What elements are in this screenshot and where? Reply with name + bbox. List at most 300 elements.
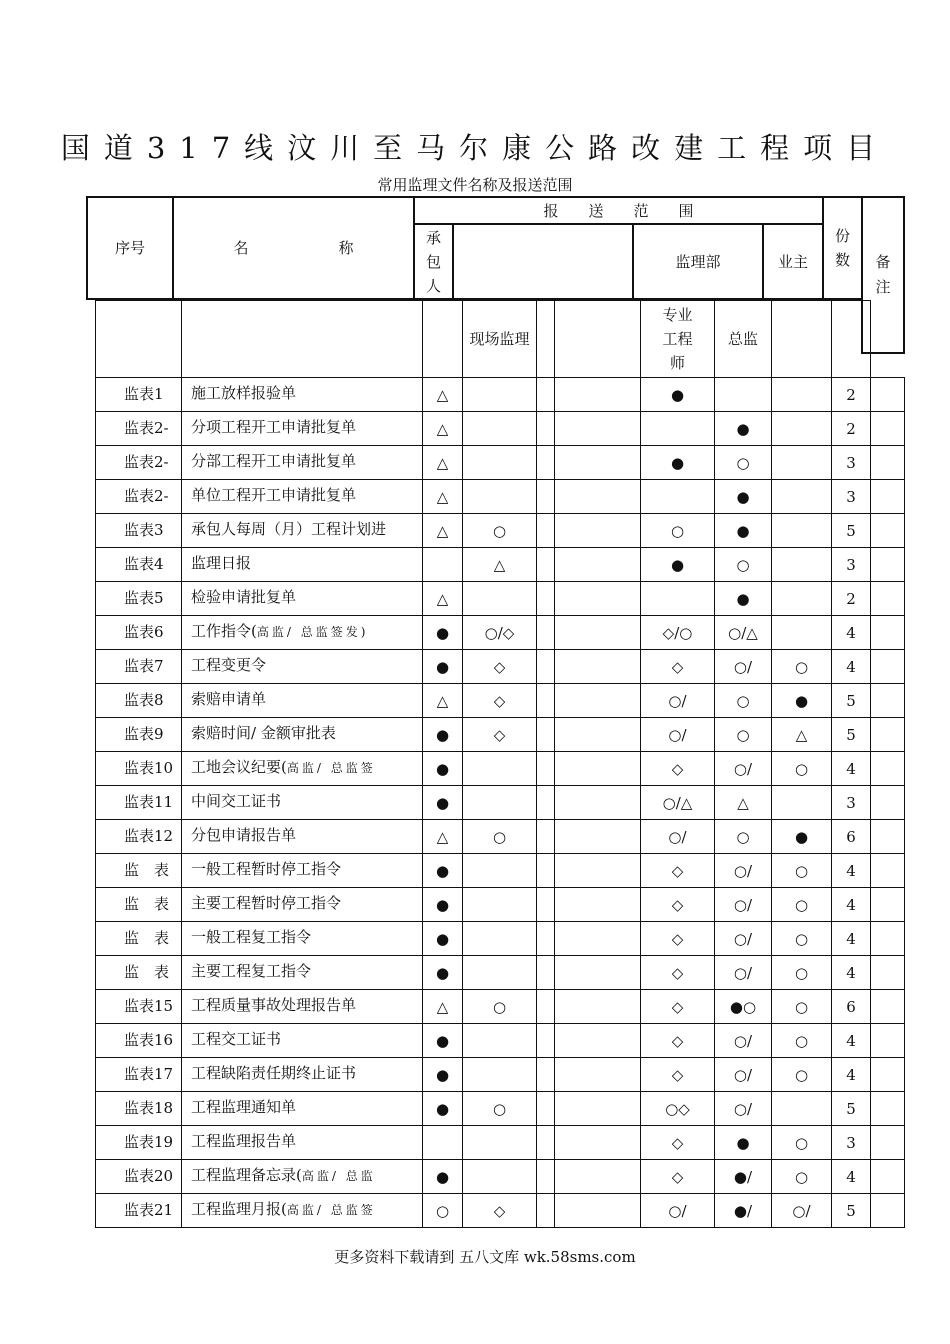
row-chief-supervisor: ○/	[714, 1023, 772, 1058]
row-site-supervisor	[462, 411, 537, 446]
row-specialist-engineer: ◇	[640, 853, 715, 888]
row-name: 分部工程开工申请批复单	[181, 445, 423, 480]
row-blank-b	[554, 445, 641, 480]
row-chief-supervisor: ○/	[714, 887, 772, 922]
row-name: 分包申请报告单	[181, 819, 423, 854]
row-chief-supervisor: ●/	[714, 1193, 772, 1228]
row-owner: ○	[771, 989, 832, 1024]
row-contractor: △	[422, 377, 463, 412]
row-blank-a	[536, 615, 555, 650]
row-copies: 4	[831, 955, 871, 990]
row-name-note: 高监/ 总监签	[286, 1203, 376, 1217]
row-blank-b	[554, 717, 641, 752]
row-specialist-engineer: ◇	[640, 649, 715, 684]
row-remarks	[870, 785, 905, 820]
row-code: 监表2-	[95, 479, 182, 514]
row-copies: 5	[831, 513, 871, 548]
row-owner: ○	[771, 853, 832, 888]
row-code: 监表16	[95, 1023, 182, 1058]
row-specialist-engineer: ◇	[640, 1057, 715, 1092]
row-remarks	[870, 819, 905, 854]
row-contractor	[422, 1125, 463, 1160]
row-blank-a	[536, 1057, 555, 1092]
row-remarks	[870, 751, 905, 786]
row-specialist-engineer: ◇	[640, 955, 715, 990]
row-specialist-engineer: ◇/○	[640, 615, 715, 650]
row-blank-b	[554, 615, 641, 650]
footer-note: 更多资料下载请到 五八文库 wk.58sms.com	[334, 1248, 636, 1266]
row-site-supervisor	[462, 1125, 537, 1160]
row-chief-supervisor: ○/	[714, 1057, 772, 1092]
row-code: 监表17	[95, 1057, 182, 1092]
row-owner	[771, 513, 832, 548]
row-name: 工程监理通知单	[181, 1091, 423, 1126]
row-code: 监表2-	[95, 411, 182, 446]
row-contractor: ●	[422, 751, 463, 786]
row-owner: ○	[771, 1159, 832, 1194]
row-chief-supervisor: ○/	[714, 751, 772, 786]
row-chief-supervisor: ○	[714, 717, 772, 752]
row-contractor: ●	[422, 1091, 463, 1126]
header-name: 名 称	[172, 196, 415, 300]
row-contractor: ●	[422, 887, 463, 922]
row-name: 单位工程开工申请批复单	[181, 479, 423, 514]
row-contractor: ●	[422, 955, 463, 990]
row-blank-a	[536, 955, 555, 990]
row-chief-supervisor: ○/	[714, 853, 772, 888]
row-owner: ○	[771, 955, 832, 990]
row-owner	[771, 581, 832, 616]
row-contractor: ●	[422, 649, 463, 684]
row-copies: 4	[831, 887, 871, 922]
row-blank-a	[536, 1159, 555, 1194]
row-chief-supervisor: ●	[714, 513, 772, 548]
row-copies: 6	[831, 989, 871, 1024]
row-name: 工作指令(高监/ 总监签发)	[181, 615, 423, 650]
row-owner: ○	[771, 887, 832, 922]
row-chief-supervisor: ○/	[714, 1091, 772, 1126]
row-owner: ○	[771, 921, 832, 956]
row-copies: 4	[831, 1023, 871, 1058]
row-contractor: ●	[422, 615, 463, 650]
row-contractor: △	[422, 445, 463, 480]
row-specialist-engineer: ◇	[640, 1159, 715, 1194]
row-chief-supervisor: ●	[714, 1125, 772, 1160]
row-site-supervisor	[462, 1159, 537, 1194]
row-name: 主要工程复工指令	[181, 955, 423, 990]
row-code: 监表4	[95, 547, 182, 582]
row-blank-b	[554, 1091, 641, 1126]
row-code: 监 表	[95, 955, 182, 990]
row-site-supervisor: ○	[462, 989, 537, 1024]
row-site-supervisor: ○	[462, 1091, 537, 1126]
row-name: 工程变更令	[181, 649, 423, 684]
row-name-note: 高监/ 总监签发)	[256, 625, 369, 639]
row-code: 监表1	[95, 377, 182, 412]
row-blank-a	[536, 479, 555, 514]
row-owner	[771, 615, 832, 650]
row-copies: 4	[831, 751, 871, 786]
row-specialist-engineer: ○/	[640, 1193, 715, 1228]
row-specialist-engineer: ○/△	[640, 785, 715, 820]
row-blank-b	[554, 751, 641, 786]
row-name: 一般工程复工指令	[181, 921, 423, 956]
row-blank-a	[536, 1125, 555, 1160]
row-blank-b	[554, 921, 641, 956]
header-report-range: 报 送 范 围	[413, 196, 824, 225]
row-specialist-engineer: ◇	[640, 989, 715, 1024]
row-code: 监表5	[95, 581, 182, 616]
row-owner: ○	[771, 1057, 832, 1092]
row-copies: 6	[831, 819, 871, 854]
row-name: 一般工程暂时停工指令	[181, 853, 423, 888]
row-chief-supervisor: ○/△	[714, 615, 772, 650]
row-blank-a	[536, 819, 555, 854]
row-blank-a	[536, 717, 555, 752]
row-remarks	[870, 1193, 905, 1228]
row-specialist-engineer: ○/	[640, 683, 715, 718]
row-name: 检验申请批复单	[181, 581, 423, 616]
row-name-note: 高监/ 总监签	[286, 761, 376, 775]
row-contractor: ○	[422, 1193, 463, 1228]
row-blank-b	[554, 479, 641, 514]
row-copies: 4	[831, 853, 871, 888]
row-owner: ○/	[771, 1193, 832, 1228]
row-specialist-engineer: ●	[640, 377, 715, 412]
row-chief-supervisor: ○/	[714, 649, 772, 684]
row-specialist-engineer: ◇	[640, 1023, 715, 1058]
row-blank-a	[536, 989, 555, 1024]
row-name: 工程交工证书	[181, 1023, 423, 1058]
row-name: 工程监理报告单	[181, 1125, 423, 1160]
row-chief-supervisor: ○	[714, 445, 772, 480]
row-name: 索赔申请单	[181, 683, 423, 718]
row-name: 分项工程开工申请批复单	[181, 411, 423, 446]
row-site-supervisor: ◇	[462, 717, 537, 752]
row-contractor: ●	[422, 1159, 463, 1194]
header-owner: 业主	[762, 223, 824, 300]
row-copies: 2	[831, 411, 871, 446]
row-code: 监表11	[95, 785, 182, 820]
row-code: 监表15	[95, 989, 182, 1024]
header-chief-supervisor: 总监	[714, 300, 772, 378]
row-contractor: △	[422, 581, 463, 616]
subheader-blank-b	[554, 300, 641, 378]
subheader-name	[181, 300, 423, 378]
row-blank-a	[536, 683, 555, 718]
row-copies: 5	[831, 683, 871, 718]
row-contractor: △	[422, 819, 463, 854]
header-blank-1	[452, 223, 634, 300]
row-owner	[771, 445, 832, 480]
row-specialist-engineer: ◇	[640, 887, 715, 922]
row-remarks	[870, 547, 905, 582]
header-specialist-engineer: 专业工程师	[640, 300, 715, 378]
row-specialist-engineer: ○/	[640, 717, 715, 752]
row-copies: 4	[831, 1057, 871, 1092]
row-site-supervisor	[462, 751, 537, 786]
row-remarks	[870, 411, 905, 446]
row-site-supervisor: ○/◇	[462, 615, 537, 650]
row-copies: 2	[831, 377, 871, 412]
row-name: 承包人每周（月）工程计划进	[181, 513, 423, 548]
row-remarks	[870, 1091, 905, 1126]
row-chief-supervisor: ●	[714, 411, 772, 446]
row-owner	[771, 785, 832, 820]
row-remarks	[870, 581, 905, 616]
row-site-supervisor: ◇	[462, 683, 537, 718]
row-code: 监表18	[95, 1091, 182, 1126]
document-title: 国道317线汶川至马尔康公路改建工程项目	[60, 131, 890, 165]
row-specialist-engineer	[640, 581, 715, 616]
row-remarks	[870, 887, 905, 922]
row-blank-b	[554, 819, 641, 854]
row-site-supervisor: ○	[462, 819, 537, 854]
row-remarks	[870, 853, 905, 888]
row-contractor	[422, 547, 463, 582]
row-copies: 4	[831, 649, 871, 684]
row-remarks	[870, 989, 905, 1024]
row-blank-b	[554, 989, 641, 1024]
row-specialist-engineer: ◇	[640, 921, 715, 956]
row-blank-b	[554, 1023, 641, 1058]
row-name: 工程监理备忘录(高监/ 总监	[181, 1159, 423, 1194]
row-name: 工程质量事故处理报告单	[181, 989, 423, 1024]
row-copies: 4	[831, 921, 871, 956]
row-name: 工地会议纪要(高监/ 总监签	[181, 751, 423, 786]
row-blank-b	[554, 1193, 641, 1228]
row-blank-a	[536, 649, 555, 684]
row-code: 监 表	[95, 853, 182, 888]
row-owner: ○	[771, 649, 832, 684]
row-blank-a	[536, 1023, 555, 1058]
row-name: 工程监理月报(高监/ 总监签	[181, 1193, 423, 1228]
row-site-supervisor	[462, 1023, 537, 1058]
row-contractor: △	[422, 411, 463, 446]
row-copies: 3	[831, 445, 871, 480]
row-blank-b	[554, 581, 641, 616]
row-blank-b	[554, 1057, 641, 1092]
row-owner	[771, 547, 832, 582]
row-remarks	[870, 377, 905, 412]
row-blank-a	[536, 513, 555, 548]
row-remarks	[870, 1057, 905, 1092]
row-specialist-engineer: ○◇	[640, 1091, 715, 1126]
row-site-supervisor	[462, 921, 537, 956]
row-copies: 3	[831, 479, 871, 514]
row-copies: 3	[831, 785, 871, 820]
row-contractor: △	[422, 513, 463, 548]
row-contractor: ●	[422, 921, 463, 956]
row-code: 监表8	[95, 683, 182, 718]
row-code: 监表6	[95, 615, 182, 650]
row-remarks	[870, 921, 905, 956]
row-chief-supervisor: ○/	[714, 955, 772, 990]
row-site-supervisor	[462, 887, 537, 922]
row-contractor: △	[422, 479, 463, 514]
row-code: 监表20	[95, 1159, 182, 1194]
row-specialist-engineer: ◇	[640, 1125, 715, 1160]
row-remarks	[870, 445, 905, 480]
row-blank-a	[536, 887, 555, 922]
row-name: 中间交工证书	[181, 785, 423, 820]
row-blank-a	[536, 1193, 555, 1228]
row-copies: 3	[831, 547, 871, 582]
row-remarks	[870, 513, 905, 548]
header-contractor: 承包人	[413, 223, 454, 300]
row-remarks	[870, 615, 905, 650]
document-subtitle: 常用监理文件名称及报送范围	[377, 176, 573, 194]
header-remarks: 备注	[861, 196, 905, 354]
row-name-note: 高监/ 总监	[301, 1169, 376, 1183]
header-site-supervisor: 现场监理	[462, 300, 537, 378]
row-specialist-engineer: ◇	[640, 751, 715, 786]
row-owner	[771, 411, 832, 446]
row-chief-supervisor: ●○	[714, 989, 772, 1024]
row-owner	[771, 479, 832, 514]
row-chief-supervisor: ○/	[714, 921, 772, 956]
row-owner: ●	[771, 819, 832, 854]
row-specialist-engineer: ○	[640, 513, 715, 548]
row-chief-supervisor: ○	[714, 683, 772, 718]
row-blank-b	[554, 513, 641, 548]
row-specialist-engineer	[640, 411, 715, 446]
row-owner: ●	[771, 683, 832, 718]
row-blank-a	[536, 445, 555, 480]
row-site-supervisor	[462, 479, 537, 514]
row-site-supervisor: ◇	[462, 649, 537, 684]
row-blank-b	[554, 649, 641, 684]
row-code: 监表7	[95, 649, 182, 684]
row-remarks	[870, 683, 905, 718]
row-site-supervisor	[462, 853, 537, 888]
row-blank-b	[554, 887, 641, 922]
row-site-supervisor: △	[462, 547, 537, 582]
row-blank-b	[554, 853, 641, 888]
row-blank-b	[554, 411, 641, 446]
row-code: 监表10	[95, 751, 182, 786]
row-owner	[771, 1091, 832, 1126]
row-chief-supervisor: ○	[714, 819, 772, 854]
row-copies: 3	[831, 1125, 871, 1160]
subheader-copies	[831, 300, 871, 378]
header-seq: 序号	[86, 196, 174, 300]
row-copies: 4	[831, 615, 871, 650]
row-remarks	[870, 1159, 905, 1194]
row-specialist-engineer	[640, 479, 715, 514]
row-chief-supervisor: △	[714, 785, 772, 820]
row-copies: 4	[831, 1159, 871, 1194]
row-blank-a	[536, 547, 555, 582]
row-chief-supervisor: ●	[714, 479, 772, 514]
row-contractor: ●	[422, 1023, 463, 1058]
row-code: 监 表	[95, 887, 182, 922]
row-copies: 2	[831, 581, 871, 616]
row-blank-a	[536, 751, 555, 786]
row-owner: ○	[771, 751, 832, 786]
row-owner: ○	[771, 1023, 832, 1058]
row-blank-b	[554, 377, 641, 412]
row-chief-supervisor: ●/	[714, 1159, 772, 1194]
row-site-supervisor: ○	[462, 513, 537, 548]
row-remarks	[870, 1023, 905, 1058]
header-supervision-dept: 监理部	[632, 223, 764, 300]
row-name: 工程缺陷责任期终止证书	[181, 1057, 423, 1092]
subheader-contractor	[422, 300, 463, 378]
row-site-supervisor: ◇	[462, 1193, 537, 1228]
row-blank-a	[536, 921, 555, 956]
row-chief-supervisor	[714, 377, 772, 412]
row-chief-supervisor: ●	[714, 581, 772, 616]
row-blank-b	[554, 1159, 641, 1194]
row-blank-a	[536, 377, 555, 412]
row-copies: 5	[831, 1193, 871, 1228]
row-copies: 5	[831, 1091, 871, 1126]
row-blank-a	[536, 581, 555, 616]
row-blank-b	[554, 683, 641, 718]
header-copies: 份数	[822, 196, 863, 300]
row-remarks	[870, 1125, 905, 1160]
row-specialist-engineer: ●	[640, 547, 715, 582]
row-site-supervisor	[462, 581, 537, 616]
row-site-supervisor	[462, 377, 537, 412]
row-code: 监表21	[95, 1193, 182, 1228]
row-code: 监表3	[95, 513, 182, 548]
row-blank-b	[554, 547, 641, 582]
row-blank-b	[554, 785, 641, 820]
row-site-supervisor	[462, 955, 537, 990]
row-name: 施工放样报验单	[181, 377, 423, 412]
row-contractor: ●	[422, 785, 463, 820]
row-owner: △	[771, 717, 832, 752]
row-blank-b	[554, 955, 641, 990]
row-remarks	[870, 649, 905, 684]
row-contractor: ●	[422, 1057, 463, 1092]
row-contractor: △	[422, 989, 463, 1024]
row-site-supervisor	[462, 785, 537, 820]
row-specialist-engineer: ●	[640, 445, 715, 480]
row-code: 监 表	[95, 921, 182, 956]
row-blank-a	[536, 411, 555, 446]
row-blank-a	[536, 1091, 555, 1126]
row-remarks	[870, 955, 905, 990]
row-code: 监表19	[95, 1125, 182, 1160]
subheader-owner	[771, 300, 832, 378]
row-specialist-engineer: ○/	[640, 819, 715, 854]
row-owner	[771, 377, 832, 412]
subheader-blank-a	[536, 300, 555, 378]
row-name: 主要工程暂时停工指令	[181, 887, 423, 922]
row-copies: 5	[831, 717, 871, 752]
row-code: 监表9	[95, 717, 182, 752]
subheader-seq	[95, 300, 182, 378]
row-remarks	[870, 479, 905, 514]
row-contractor: ●	[422, 717, 463, 752]
row-blank-a	[536, 853, 555, 888]
row-owner: ○	[771, 1125, 832, 1160]
row-code: 监表2-	[95, 445, 182, 480]
row-contractor: ●	[422, 853, 463, 888]
row-site-supervisor	[462, 445, 537, 480]
row-blank-a	[536, 785, 555, 820]
row-name: 监理日报	[181, 547, 423, 582]
row-name: 索赔时间/ 金额审批表	[181, 717, 423, 752]
row-code: 监表12	[95, 819, 182, 854]
row-remarks	[870, 717, 905, 752]
row-site-supervisor	[462, 1057, 537, 1092]
row-contractor: △	[422, 683, 463, 718]
row-blank-b	[554, 1125, 641, 1160]
